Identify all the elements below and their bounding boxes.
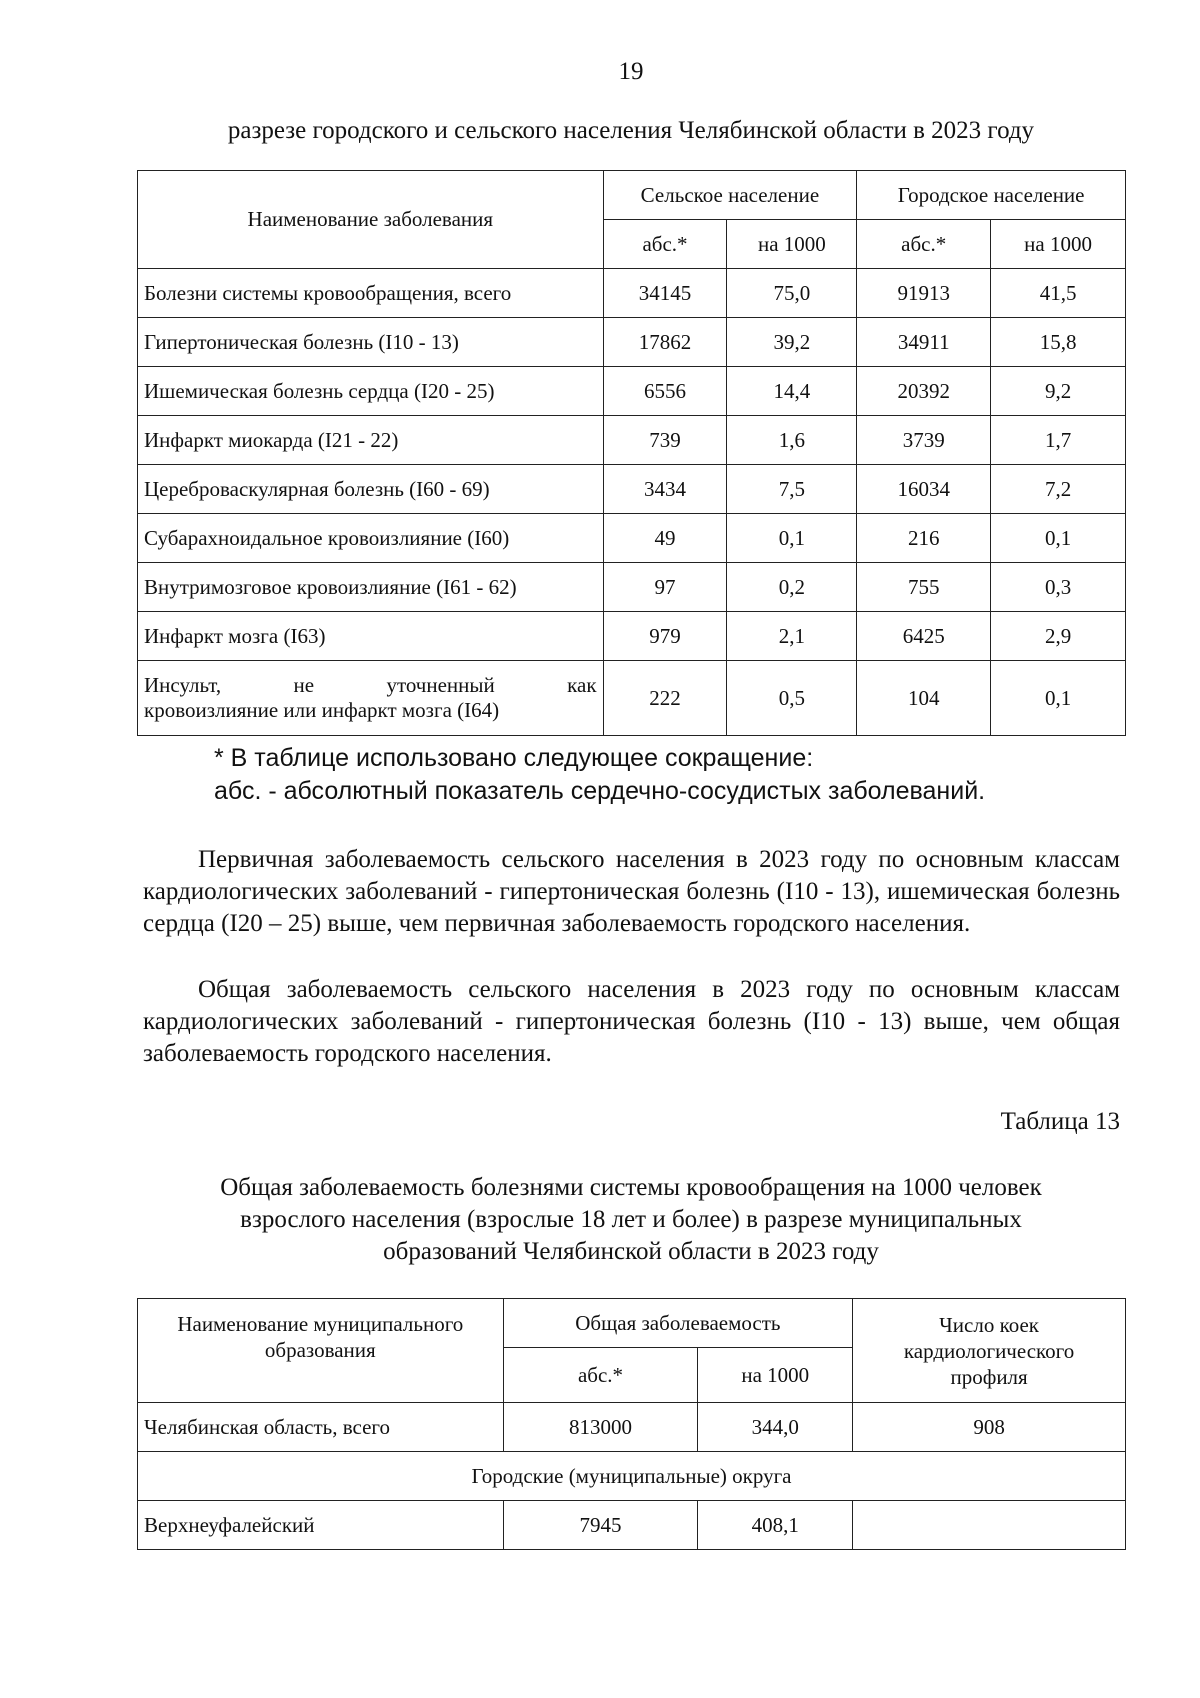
rural-abs: 97 bbox=[603, 563, 727, 612]
name-word: не bbox=[293, 673, 315, 697]
rural-rate: 0,2 bbox=[727, 563, 857, 612]
rural-abs: 34145 bbox=[603, 269, 727, 318]
urban-abs: 16034 bbox=[857, 465, 991, 514]
header-line: кардиологического bbox=[903, 1338, 1075, 1363]
urban-abs: 34911 bbox=[857, 318, 991, 367]
table-row bbox=[138, 563, 1126, 612]
table-row bbox=[138, 269, 1126, 318]
rural-rate: 0,5 bbox=[727, 661, 857, 736]
name-word: как bbox=[567, 673, 597, 697]
urban-rate: 7,2 bbox=[991, 465, 1126, 514]
rural-rate: 75,0 bbox=[727, 269, 857, 318]
disease-name: Субарахноидальное кровоизлияние (I60) bbox=[138, 514, 604, 563]
disease-name bbox=[138, 661, 604, 736]
municipality-name: Верхнеуфалейский bbox=[138, 1501, 504, 1550]
urban-rate: 41,5 bbox=[991, 269, 1126, 318]
header-disease-name: Наименование заболевания bbox=[138, 171, 604, 269]
disease-name: Внутримозговое кровоизлияние (I61 - 62) bbox=[138, 563, 604, 612]
rural-rate: 7,5 bbox=[727, 465, 857, 514]
table-row bbox=[138, 465, 1126, 514]
table2-label: Таблица 13 bbox=[1000, 1108, 1120, 1135]
caption-line: взрослого населения (взрослые 18 лет и более) в разрезе муниципальных bbox=[240, 1206, 1022, 1233]
rural-abs: 6556 bbox=[603, 367, 727, 416]
header-urban-per1000: на 1000 bbox=[991, 220, 1126, 269]
header-municipality bbox=[138, 1299, 504, 1403]
rural-rate: 14,4 bbox=[727, 367, 857, 416]
abs-value: 813000 bbox=[503, 1403, 698, 1452]
beds-value: 908 bbox=[853, 1403, 1126, 1452]
municipality-name: Челябинская область, всего bbox=[138, 1403, 504, 1452]
name-word: Инсульт, bbox=[144, 673, 222, 697]
beds-value bbox=[853, 1501, 1126, 1550]
header-urban: Городское население bbox=[857, 171, 1126, 220]
header-per1000: на 1000 bbox=[698, 1348, 853, 1403]
disease-name: Ишемическая болезнь сердца (I20 - 25) bbox=[138, 367, 604, 416]
rate-value: 408,1 bbox=[698, 1501, 853, 1550]
rural-abs: 739 bbox=[603, 416, 727, 465]
paragraph-primary-morbidity bbox=[143, 844, 1120, 940]
urban-abs: 6425 bbox=[857, 612, 991, 661]
section-row bbox=[138, 1452, 1126, 1501]
disease-name: Инфаркт мозга (I63) bbox=[138, 612, 604, 661]
header-rural: Сельское население bbox=[603, 171, 857, 220]
paragraph-text: Первичная заболеваемость сельского населения в 2023 году по основным классам кардиологических заболеваний - гипертоническая болезнь (I10 - 13), ишемическая болезнь сердца (I20 – 25) выше, чем первичная заболеваемость городского населения. bbox=[143, 846, 1120, 937]
header-line: профиля bbox=[950, 1364, 1028, 1389]
footnote-line1: * В таблице использовано следующее сокращение: bbox=[214, 744, 814, 772]
rural-rate: 39,2 bbox=[727, 318, 857, 367]
urban-rate: 1,7 bbox=[991, 416, 1126, 465]
header-beds bbox=[853, 1299, 1126, 1403]
urban-rate: 9,2 bbox=[991, 367, 1126, 416]
header-urban-abs: абс.* bbox=[857, 220, 991, 269]
table-row bbox=[138, 318, 1126, 367]
abs-value: 7945 bbox=[503, 1501, 698, 1550]
header-line: Наименование муниципального bbox=[177, 1312, 464, 1336]
disease-name: Болезни системы кровообращения, всего bbox=[138, 269, 604, 318]
urban-rate: 0,1 bbox=[991, 661, 1126, 736]
section-header: Городские (муниципальные) округа bbox=[138, 1452, 1126, 1501]
rural-abs: 3434 bbox=[603, 465, 727, 514]
urban-rate: 0,3 bbox=[991, 563, 1126, 612]
table-row bbox=[138, 1403, 1126, 1452]
table-row bbox=[138, 612, 1126, 661]
page-number: 19 bbox=[618, 58, 644, 85]
urban-rate: 0,1 bbox=[991, 514, 1126, 563]
rural-abs: 17862 bbox=[603, 318, 727, 367]
table1-caption: разрезе городского и сельского населения Челябинской области в 2023 году bbox=[227, 117, 1035, 144]
header-abs: абс.* bbox=[503, 1348, 698, 1403]
urban-abs: 3739 bbox=[857, 416, 991, 465]
paragraph-text: Общая заболеваемость сельского населения в 2023 году по основным классам кардиологических заболеваний - гипертоническая болезнь (I10 - 13) выше, чем общая заболеваемость городского населения. bbox=[143, 976, 1120, 1067]
urban-abs: 91913 bbox=[857, 269, 991, 318]
rural-abs: 979 bbox=[603, 612, 727, 661]
cardio-disease-table bbox=[137, 170, 1126, 736]
urban-abs: 216 bbox=[857, 514, 991, 563]
header-total-morbidity: Общая заболеваемость bbox=[503, 1299, 853, 1348]
municipal-morbidity-table bbox=[137, 1298, 1126, 1550]
urban-abs: 755 bbox=[857, 563, 991, 612]
footnote-line2: абс. - абсолютный показатель сердечно-сосудистых заболеваний. bbox=[214, 777, 986, 805]
caption-line: образований Челябинской области в 2023 году bbox=[383, 1238, 879, 1265]
urban-rate: 2,9 bbox=[991, 612, 1126, 661]
name-word: уточненный bbox=[386, 673, 495, 697]
paragraph-total-morbidity bbox=[143, 974, 1120, 1070]
table-row bbox=[138, 514, 1126, 563]
disease-name: Цереброваскулярная болезнь (I60 - 69) bbox=[138, 465, 604, 514]
table2-caption bbox=[136, 1172, 1126, 1268]
table-row bbox=[138, 367, 1126, 416]
header-rural-abs: абс.* bbox=[603, 220, 727, 269]
name-line2: кровоизлияние или инфаркт мозга (I64) bbox=[144, 698, 500, 722]
disease-name: Гипертоническая болезнь (I10 - 13) bbox=[138, 318, 604, 367]
header-line: Число коек bbox=[939, 1312, 1040, 1337]
table-row bbox=[138, 661, 1126, 736]
table2-header-row bbox=[138, 1299, 1126, 1348]
disease-name: Инфаркт миокарда (I21 - 22) bbox=[138, 416, 604, 465]
rate-value: 344,0 bbox=[698, 1403, 853, 1452]
table-row bbox=[138, 416, 1126, 465]
caption-line: Общая заболеваемость болезнями системы кровообращения на 1000 человек bbox=[220, 1174, 1042, 1201]
rural-rate: 2,1 bbox=[727, 612, 857, 661]
table1-header-row bbox=[138, 171, 1126, 220]
rural-abs: 222 bbox=[603, 661, 727, 736]
rural-rate: 0,1 bbox=[727, 514, 857, 563]
rural-abs: 49 bbox=[603, 514, 727, 563]
header-rural-per1000: на 1000 bbox=[727, 220, 857, 269]
urban-rate: 15,8 bbox=[991, 318, 1126, 367]
urban-abs: 104 bbox=[857, 661, 991, 736]
table-row bbox=[138, 1501, 1126, 1550]
rural-rate: 1,6 bbox=[727, 416, 857, 465]
urban-abs: 20392 bbox=[857, 367, 991, 416]
header-line: образования bbox=[264, 1338, 376, 1362]
